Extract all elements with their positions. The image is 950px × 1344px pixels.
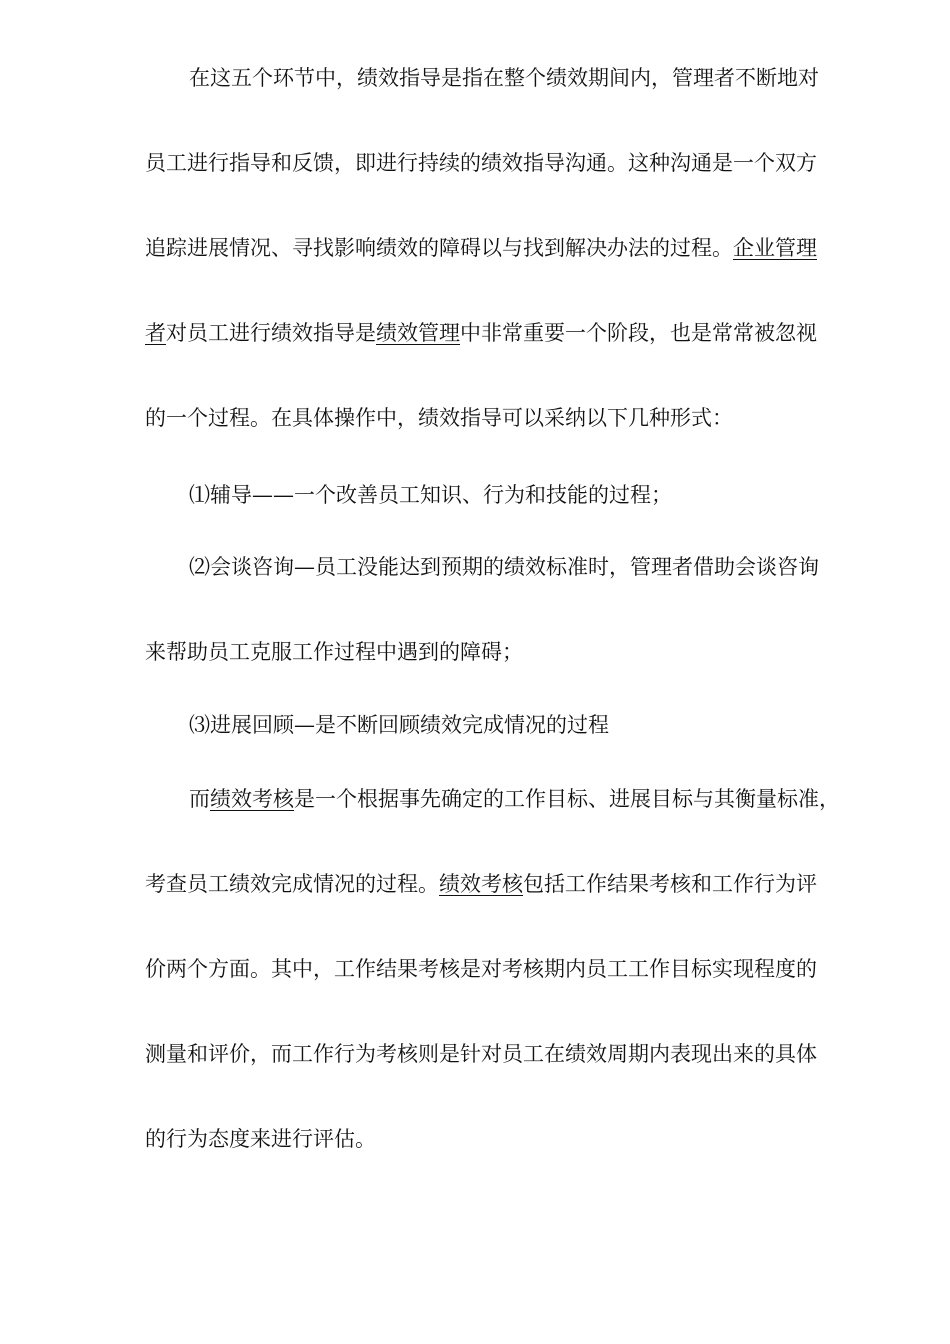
text-segment: 考查员工绩效完成情况的过程。 [145, 872, 439, 896]
text-segment: 而 [189, 787, 210, 811]
paragraph-2-line-3 [145, 955, 817, 983]
link-enterprise-management-cont[interactable]: 者 [145, 321, 166, 345]
link-performance-management[interactable]: 绩效管理 [376, 321, 460, 345]
link-performance-appraisal[interactable]: 绩效考核 [439, 872, 523, 896]
text-segment: 包括工作结果考核和工作行为评 [523, 872, 817, 896]
text-segment: 是一个根据事先确定的工作目标、进展目标与其衡量标准， [294, 787, 840, 811]
text-segment: 追踪进展情况、寻找影响绩效的障碍以与找到解决办法的过程。 [145, 236, 733, 260]
text-segment: 员工进行指导和反馈，即进行持续的绩效指导沟通。这种沟通是一个双方 [145, 151, 817, 175]
paragraph-1-line-4 [145, 319, 817, 347]
list-item-3 [189, 711, 609, 739]
text-segment: 中非常重要一个阶段，也是常常被忽视 [460, 321, 817, 345]
text-segment: ⑶进展回顾—是不断回顾绩效完成情况的过程 [189, 713, 609, 737]
text-segment: 的行为态度来进行评估。 [145, 1127, 376, 1151]
link-performance-appraisal[interactable]: 绩效考核 [210, 787, 294, 811]
list-item-2-line-2 [145, 638, 523, 666]
text-segment: 测量和评价，而工作行为考核则是针对员工在绩效周期内表现出来的具体 [145, 1042, 817, 1066]
paragraph-2-line-1 [189, 785, 840, 813]
text-segment: 的一个过程。在具体操作中，绩效指导可以采纳以下几种形式： [145, 406, 733, 430]
paragraph-2-line-2 [145, 870, 817, 898]
paragraph-1-line-1 [189, 64, 819, 92]
paragraph-1-line-3 [145, 234, 817, 262]
paragraph-2-line-5 [145, 1125, 376, 1153]
paragraph-1-line-5 [145, 404, 733, 432]
text-segment: ⑴辅导——一个改善员工知识、行为和技能的过程； [189, 483, 672, 507]
text-segment: 来帮助员工克服工作过程中遇到的障碍； [145, 640, 523, 664]
list-item-1 [189, 481, 672, 509]
link-enterprise-management[interactable]: 企业管理 [733, 236, 817, 260]
paragraph-2-line-4 [145, 1040, 817, 1068]
text-segment: ⑵会谈咨询—员工没能达到预期的绩效标准时，管理者借助会谈咨询 [189, 555, 819, 579]
list-item-2-line-1 [189, 553, 819, 581]
text-segment: 在这五个环节中，绩效指导是指在整个绩效期间内，管理者不断地对 [189, 66, 819, 90]
paragraph-1-line-2 [145, 149, 817, 177]
text-segment: 对员工进行绩效指导是 [166, 321, 376, 345]
text-segment: 价两个方面。其中，工作结果考核是对考核期内员工工作目标实现程度的 [145, 957, 817, 981]
